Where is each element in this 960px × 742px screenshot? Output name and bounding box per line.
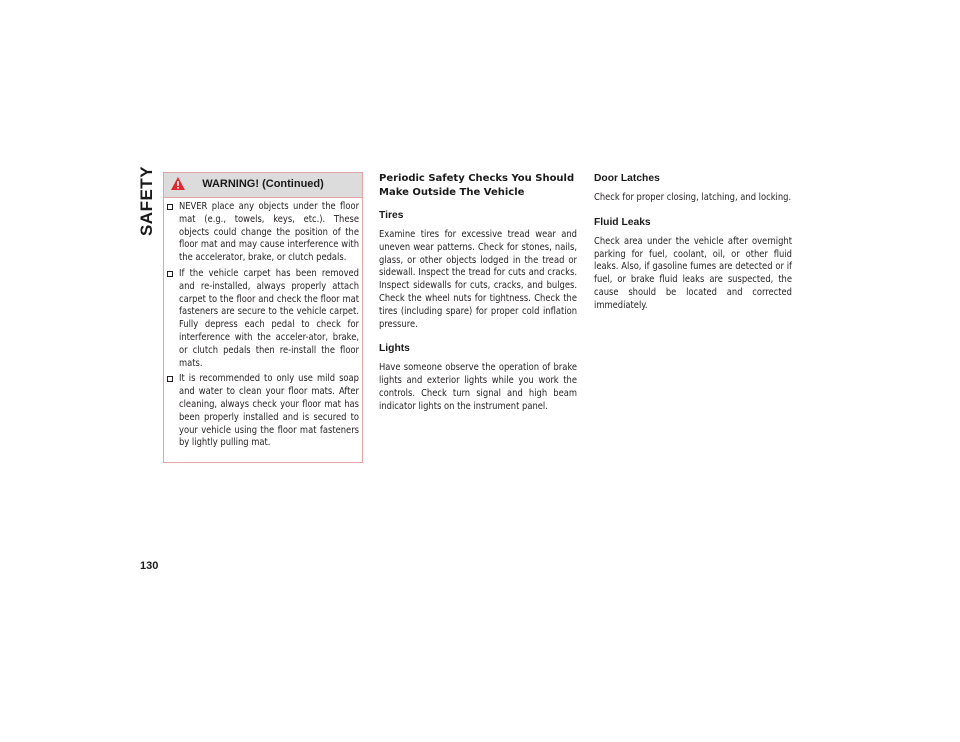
warning-item-text: It is recommended to only use mild soap and water to clean your floor mats. After cleaning, always check your floor mat has been properly installed and is secured to your vehicle using the floor mat fasteners by lightly pulling mat. [179, 373, 359, 449]
lights-heading: Lights [379, 343, 410, 355]
fluid-leaks-text: Check area under the vehicle after overnight parking for fuel, coolant, oil, or other fluid leaks. Also, if gasoline fumes are detected or if fuel, or brake fluid leaks are suspected, the cause should be located and corrected immediately. [594, 235, 792, 311]
warning-list [164, 198, 362, 450]
door-latches-text: Check for proper closing, latching, and locking. [594, 192, 792, 203]
warning-header [164, 173, 362, 198]
section-label-text: SAFETY [137, 165, 156, 237]
right-column [594, 172, 792, 324]
fluid-leaks-heading: Fluid Leaks [594, 216, 651, 228]
page-number: 130 [140, 560, 159, 572]
warning-item [167, 201, 359, 265]
warning-item [167, 373, 359, 450]
warning-item-text: If the vehicle carpet has been removed and re-installed, always properly attach carpet to the floor and check the floor mat fasteners are secure to the vehicle carpet. Fully depress each pedal to check for interference with the acceler-ator, brake, or clutch pedals then re-install the floor mats. [179, 267, 359, 369]
square-bullet-icon [167, 271, 173, 277]
warning-item-text: NEVER place any objects under the floor mat (e.g., towels, keys, etc.). These objects could change the position of the floor mat and may cause interference with the accelerator, brake, or clutch pedals. [179, 201, 359, 264]
tires-heading: Tires [379, 210, 404, 221]
middle-column [379, 172, 577, 425]
lights-text: Have someone observe the operation of brake lights and exterior lights while you work the controls. Check turn signal and high beam indicator lights on the instrument panel. [379, 362, 577, 412]
square-bullet-icon [167, 376, 173, 382]
warning-box [163, 172, 363, 463]
warning-item [167, 268, 359, 370]
door-latches-heading: Door Latches [594, 173, 660, 184]
warning-title: WARNING! (Continued) [202, 178, 324, 190]
section-label [136, 167, 158, 235]
square-bullet-icon [167, 204, 173, 210]
section-title: Periodic Safety Checks You Should Make Outside The Vehicle [379, 173, 575, 198]
tires-text: Examine tires for excessive tread wear and uneven wear patterns. Check for stones, nails, glass, or other objects lodged in the tread or sidewall. Inspect the tread for cuts and cracks. Inspect sidewalls for cuts, cracks, and bulges. Check the wheel nuts for tightness. Check the tires (including spare) for proper cold inflation pressure. [379, 229, 577, 330]
